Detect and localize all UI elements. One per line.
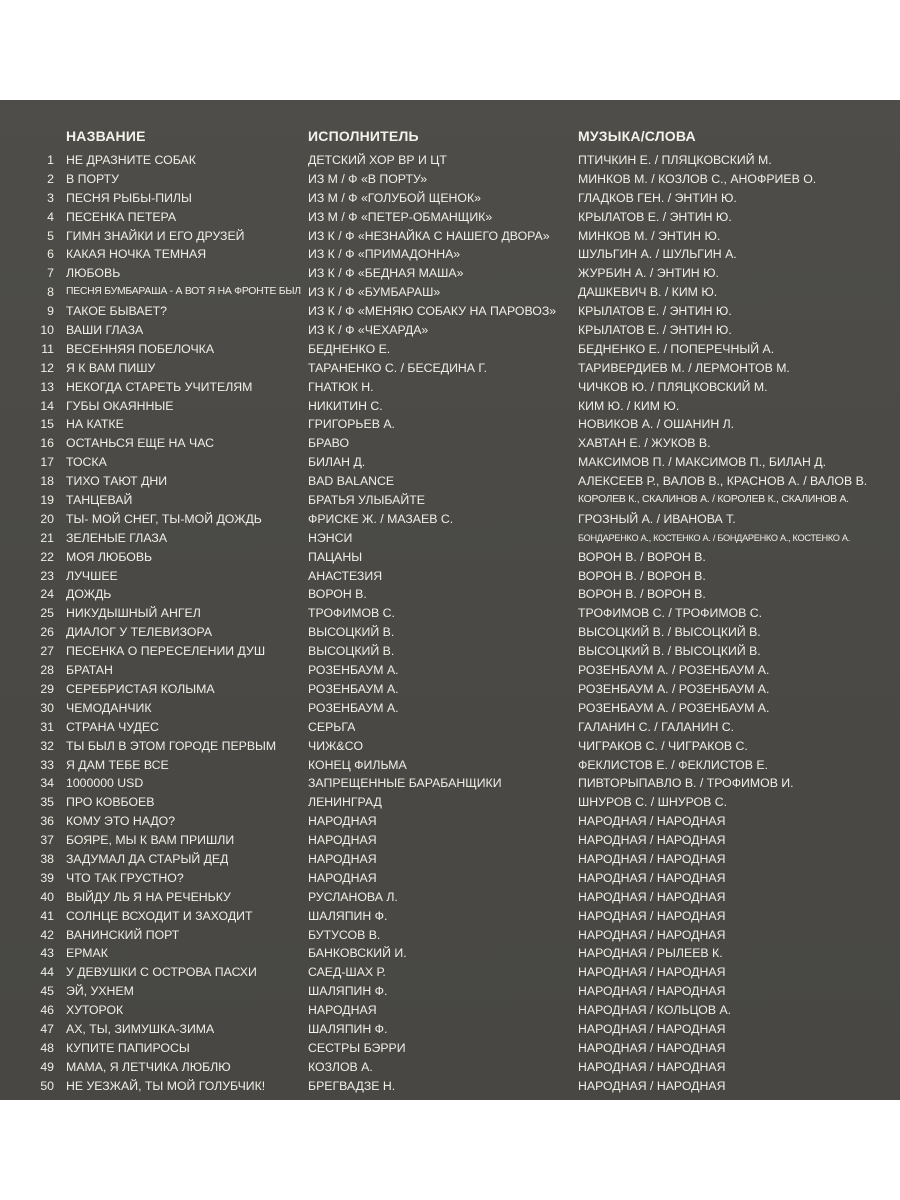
track-title: ЗАДУМАЛ ДА СТАРЫЙ ДЕД: [66, 851, 229, 866]
track-title: ТОСКА: [66, 455, 107, 470]
track-artist: ИЗ М / Ф «ПЕТЕР-ОБМАНЩИК»: [308, 209, 493, 224]
track-row: [0, 472, 900, 491]
track-row: [0, 869, 900, 888]
track-number: 30: [40, 700, 54, 715]
track-artist: БУТУСОВ В.: [308, 927, 381, 942]
track-artist: ФРИСКЕ Ж. / МАЗАЕВ С.: [308, 511, 454, 526]
track-music-lyrics: ХАВТАН Е. / ЖУКОВ В.: [578, 436, 711, 451]
track-artist: НАРОДНАЯ: [308, 1003, 377, 1018]
track-row: [0, 567, 900, 586]
track-artist: ГРИГОРЬЕВ А.: [308, 417, 395, 432]
track-number: 40: [40, 889, 54, 904]
track-row: [0, 1077, 900, 1096]
track-music-lyrics: ШУЛЬГИН А. / ШУЛЬГИН А.: [578, 247, 737, 262]
track-music-lyrics: ТРОФИМОВ С. / ТРОФИМОВ С.: [578, 606, 763, 621]
track-music-lyrics: ВОРОН В. / ВОРОН В.: [578, 587, 706, 602]
track-row: [0, 491, 900, 510]
track-title: ЗЕЛЕНЫЕ ГЛАЗА: [66, 530, 168, 545]
column-header-title: НАЗВАНИЕ: [66, 128, 146, 144]
track-number: 23: [40, 568, 54, 583]
track-artist: НАРОДНАЯ: [308, 870, 377, 885]
track-music-lyrics: КИМ Ю. / КИМ Ю.: [578, 398, 680, 413]
track-number: 3: [47, 190, 54, 205]
track-number: 15: [40, 417, 54, 432]
track-number: 8: [47, 285, 54, 300]
track-title: НЕ УЕЗЖАЙ, ТЫ МОЙ ГОЛУБЧИК!: [66, 1078, 266, 1093]
track-number: 24: [40, 587, 54, 602]
column-header-music: МУЗЫКА/СЛОВА: [578, 128, 696, 144]
track-number: 41: [40, 908, 54, 923]
track-number: 12: [40, 360, 54, 375]
track-row: [0, 1039, 900, 1058]
track-number: 10: [40, 323, 54, 338]
track-title: Я ДАМ ТЕБЕ ВСЕ: [66, 757, 169, 772]
track-music-lyrics: НАРОДНАЯ / НАРОДНАЯ: [578, 833, 726, 848]
track-title: БОЯРЕ, МЫ К ВАМ ПРИШЛИ: [66, 833, 235, 848]
track-row: [0, 963, 900, 982]
track-artist: РУСЛАНОВА Л.: [308, 889, 398, 904]
track-artist: ИЗ К / Ф «БУМБАРАШ»: [308, 285, 441, 300]
track-artist: РОЗЕНБАУМ А.: [308, 700, 399, 715]
track-title: ТАНЦЕВАЙ: [66, 493, 133, 508]
track-music-lyrics: БОНДАРЕНКО А., КОСТЕНКО А. / БОНДАРЕНКО А., КОСТЕНКО А.: [578, 532, 850, 543]
track-artist: НАРОДНАЯ: [308, 851, 377, 866]
track-row: [0, 944, 900, 963]
track-artist: ЗАПРЕЩЕННЫЕ БАРАБАНЩИКИ: [308, 776, 502, 791]
track-number: 49: [40, 1059, 54, 1074]
track-row: [0, 151, 900, 170]
track-row: [0, 510, 900, 529]
track-number: 2: [47, 171, 54, 186]
track-music-lyrics: НАРОДНАЯ / НАРОДНАЯ: [578, 1021, 726, 1036]
track-title: ЧЕМОДАНЧИК: [66, 700, 152, 715]
track-title: МОЯ ЛЮБОВЬ: [66, 549, 153, 564]
track-number: 44: [40, 965, 54, 980]
track-title: ТЫ- МОЙ СНЕГ, ТЫ-МОЙ ДОЖДЬ: [66, 511, 262, 526]
track-row: [0, 283, 900, 302]
track-title: ТАКОЕ БЫВАЕТ?: [66, 304, 168, 319]
track-number: 5: [47, 228, 54, 243]
track-artist: ВЫСОЦКИЙ В.: [308, 644, 395, 659]
track-number: 39: [40, 870, 54, 885]
track-music-lyrics: НАРОДНАЯ / НАРОДНАЯ: [578, 984, 726, 999]
track-row: [0, 850, 900, 869]
track-title: НЕ ДРАЗНИТЕ СОБАК: [66, 153, 196, 167]
track-title: СЕРЕБРИСТАЯ КОЛЫМА: [66, 681, 215, 696]
track-row: [0, 359, 900, 378]
track-title: ПРО КОВБОЕВ: [66, 795, 155, 810]
track-number: 1: [47, 153, 54, 167]
track-music-lyrics: ШНУРОВ С. / ШНУРОВ С.: [578, 795, 727, 810]
track-title: НИКУДЫШНЫЙ АНГЕЛ: [66, 606, 201, 621]
track-list: [0, 151, 900, 1096]
track-number: 32: [40, 738, 54, 753]
track-number: 18: [40, 474, 54, 489]
track-music-lyrics: КОРОЛЕВ К., СКАЛИНОВ А. / КОРОЛЕВ К., СКАЛИНОВ А.: [578, 494, 849, 506]
track-artist: ИЗ К / Ф «ПРИМАДОННА»: [308, 247, 461, 262]
track-title: ПЕСНЯ РЫБЫ-ПИЛЫ: [66, 190, 192, 205]
track-title: ПЕСНЯ БУМБАРАША - А ВОТ Я НА ФРОНТЕ БЫЛ: [66, 286, 301, 298]
track-title: ХУТОРОК: [66, 1003, 124, 1018]
track-artist: ШАЛЯПИН Ф.: [308, 1021, 388, 1036]
track-number: 20: [40, 511, 54, 526]
track-music-lyrics: КРЫЛАТОВ Е. / ЭНТИН Ю.: [578, 304, 732, 319]
track-title: ЛУЧШЕЕ: [66, 568, 118, 583]
track-title: ВАНИНСКИЙ ПОРТ: [66, 927, 180, 942]
track-artist: ЧИЖ&CO: [308, 738, 364, 753]
track-music-lyrics: НАРОДНАЯ / НАРОДНАЯ: [578, 927, 726, 942]
track-artist: ИЗ К / Ф «МЕНЯЮ СОБАКУ НА ПАРОВОЗ»: [308, 304, 557, 319]
track-row: [0, 1058, 900, 1077]
track-music-lyrics: ДАШКЕВИЧ В. / КИМ Ю.: [578, 285, 718, 300]
track-title: ТЫ БЫЛ В ЭТОМ ГОРОДЕ ПЕРВЫМ: [66, 738, 277, 753]
track-row: [0, 642, 900, 661]
track-music-lyrics: МАКСИМОВ П. / МАКСИМОВ П., БИЛАН Д.: [578, 455, 827, 470]
track-artist: ИЗ М / Ф «ГОЛУБОЙ ЩЕНОК»: [308, 190, 481, 205]
track-number: 11: [41, 341, 54, 356]
track-row: [0, 302, 900, 321]
track-music-lyrics: ЖУРБИН А. / ЭНТИН Ю.: [578, 266, 719, 281]
track-row: [0, 774, 900, 793]
track-row: [0, 548, 900, 567]
track-title: ЕРМАК: [66, 946, 108, 961]
track-number: 38: [40, 851, 54, 866]
track-music-lyrics: ЧИГРАКОВ С. / ЧИГРАКОВ С.: [578, 738, 748, 753]
track-title: НЕКОГДА СТАРЕТЬ УЧИТЕЛЯМ: [66, 379, 253, 394]
track-row: [0, 623, 900, 642]
track-number: 19: [40, 493, 54, 508]
track-artist: БИЛАН Д.: [308, 455, 366, 470]
track-artist: ИЗ К / Ф «НЕЗНАЙКА С НАШЕГО ДВОРА»: [308, 228, 550, 243]
track-music-lyrics: ВЫСОЦКИЙ В. / ВЫСОЦКИЙ В.: [578, 625, 761, 640]
track-artist: ВЫСОЦКИЙ В.: [308, 625, 395, 640]
column-header-artist: ИСПОЛНИТЕЛЬ: [308, 128, 419, 144]
column-header-row: [0, 128, 900, 148]
track-music-lyrics: ГЛАДКОВ ГЕН. / ЭНТИН Ю.: [578, 190, 737, 205]
track-row: [0, 529, 900, 548]
track-artist: ГНАТЮК Н.: [308, 379, 374, 394]
track-row: [0, 888, 900, 907]
track-title: ВЕСЕННЯЯ ПОБЕЛОЧКА: [66, 341, 215, 356]
track-number: 6: [47, 247, 54, 262]
track-row: [0, 926, 900, 945]
track-number: 22: [40, 549, 54, 564]
track-row: [0, 208, 900, 227]
track-artist: НЭНСИ: [308, 530, 353, 545]
track-title: НА КАТКЕ: [66, 417, 124, 432]
track-artist: БРАТЬЯ УЛЫБАЙТЕ: [308, 493, 425, 508]
track-music-lyrics: КРЫЛАТОВ Е. / ЭНТИН Ю.: [578, 209, 732, 224]
track-artist: БЕДНЕНКО Е.: [308, 341, 391, 356]
track-title: КАКАЯ НОЧКА ТЕМНАЯ: [66, 247, 207, 262]
track-artist: ИЗ К / Ф «БЕДНАЯ МАША»: [308, 266, 464, 281]
track-music-lyrics: ГАЛАНИН С. / ГАЛАНИН С.: [578, 719, 735, 734]
track-number: 47: [40, 1021, 54, 1036]
track-music-lyrics: КРЫЛАТОВ Е. / ЭНТИН Ю.: [578, 323, 732, 338]
track-number: 37: [40, 833, 54, 848]
track-title: ЛЮБОВЬ: [66, 266, 121, 281]
track-artist: НАРОДНАЯ: [308, 833, 377, 848]
track-artist: СЕСТРЫ БЭРРИ: [308, 1040, 406, 1055]
track-title: 1000000 USD: [66, 776, 144, 791]
track-artist: КОЗЛОВ А.: [308, 1059, 373, 1074]
track-title: ГУБЫ ОКАЯННЫЕ: [66, 398, 174, 413]
track-artist: ПАЦАНЫ: [308, 549, 363, 564]
track-title: БРАТАН: [66, 663, 113, 678]
track-artist: РОЗЕНБАУМ А.: [308, 681, 399, 696]
track-artist: ШАЛЯПИН Ф.: [308, 984, 388, 999]
track-number: 7: [47, 266, 54, 281]
track-artist: БРАВО: [308, 436, 350, 451]
track-row: [0, 321, 900, 340]
track-number: 25: [40, 606, 54, 621]
track-title: ЭЙ, УХНЕМ: [66, 984, 134, 999]
track-music-lyrics: НАРОДНАЯ / НАРОДНАЯ: [578, 908, 726, 923]
track-title: МАМА, Я ЛЕТЧИКА ЛЮБЛЮ: [66, 1059, 231, 1074]
track-row: [0, 170, 900, 189]
track-music-lyrics: РОЗЕНБАУМ А. / РОЗЕНБАУМ А.: [578, 681, 770, 696]
track-number: 21: [40, 530, 54, 545]
track-music-lyrics: НАРОДНАЯ / НАРОДНАЯ: [578, 851, 726, 866]
track-number: 50: [40, 1078, 54, 1093]
track-title: КУПИТЕ ПАПИРОСЫ: [66, 1040, 190, 1055]
track-number: 43: [40, 946, 54, 961]
track-artist: ДЕТСКИЙ ХОР ВР И ЦТ: [308, 153, 447, 167]
track-number: 29: [40, 681, 54, 696]
track-music-lyrics: НАРОДНАЯ / НАРОДНАЯ: [578, 965, 726, 980]
track-number: 14: [40, 398, 54, 413]
track-number: 34: [40, 776, 54, 791]
track-artist: САЕД-ШАХ Р.: [308, 965, 386, 980]
track-music-lyrics: ЧИЧКОВ Ю. / ПЛЯЦКОВСКИЙ М.: [578, 379, 768, 394]
track-music-lyrics: МИНКОВ М. / КОЗЛОВ С., АНОФРИЕВ О.: [578, 171, 817, 186]
track-row: [0, 189, 900, 208]
track-row: [0, 434, 900, 453]
track-music-lyrics: РОЗЕНБАУМ А. / РОЗЕНБАУМ А.: [578, 663, 770, 678]
track-row: [0, 340, 900, 359]
track-title: ДОЖДЬ: [66, 587, 112, 602]
track-row: [0, 604, 900, 623]
track-number: 28: [40, 663, 54, 678]
track-title: ВАШИ ГЛАЗА: [66, 323, 144, 338]
track-row: [0, 397, 900, 416]
track-row: [0, 737, 900, 756]
track-music-lyrics: АЛЕКСЕЕВ Р., ВАЛОВ В., КРАСНОВ А. / ВАЛОВ В.: [578, 474, 868, 489]
track-artist: НАРОДНАЯ: [308, 814, 377, 829]
track-title: СОЛНЦЕ ВСХОДИТ И ЗАХОДИТ: [66, 908, 253, 923]
track-row: [0, 585, 900, 604]
track-music-lyrics: ПТИЧКИН Е. / ПЛЯЦКОВСКИЙ М.: [578, 153, 772, 167]
tracklist-panel: [0, 100, 900, 1100]
track-music-lyrics: РОЗЕНБАУМ А. / РОЗЕНБАУМ А.: [578, 700, 770, 715]
track-row: [0, 245, 900, 264]
track-artist: СЕРЬГА: [308, 719, 356, 734]
track-music-lyrics: ТАРИВЕРДИЕВ М. / ЛЕРМОНТОВ М.: [578, 360, 790, 375]
track-row: [0, 756, 900, 775]
track-title: ВЫЙДУ ЛЬ Я НА РЕЧЕНЬКУ: [66, 889, 231, 904]
track-row: [0, 831, 900, 850]
track-artist: АНАСТЕЗИЯ: [308, 568, 383, 583]
track-title: АХ, ТЫ, ЗИМУШКА-ЗИМА: [66, 1021, 215, 1036]
track-music-lyrics: НАРОДНАЯ / НАРОДНАЯ: [578, 1059, 726, 1074]
track-row: [0, 718, 900, 737]
track-row: [0, 982, 900, 1001]
track-number: 36: [40, 814, 54, 829]
track-number: 13: [40, 379, 54, 394]
track-music-lyrics: НАРОДНАЯ / РЫЛЕЕВ К.: [578, 946, 723, 961]
track-music-lyrics: НАРОДНАЯ / НАРОДНАЯ: [578, 889, 726, 904]
track-music-lyrics: НАРОДНАЯ / КОЛЬЦОВ А.: [578, 1003, 732, 1018]
track-number: 27: [40, 644, 54, 659]
track-title: ГИМН ЗНАЙКИ И ЕГО ДРУЗЕЙ: [66, 228, 245, 243]
track-number: 26: [40, 625, 54, 640]
track-music-lyrics: ВОРОН В. / ВОРОН В.: [578, 549, 706, 564]
track-title: ОСТАНЬСЯ ЕЩЕ НА ЧАС: [66, 436, 215, 451]
track-title: КОМУ ЭТО НАДО?: [66, 814, 176, 829]
track-artist: ТРОФИМОВ С.: [308, 606, 395, 621]
track-title: ЧТО ТАК ГРУСТНО?: [66, 870, 184, 885]
track-row: [0, 415, 900, 434]
track-music-lyrics: МИНКОВ М. / ЭНТИН Ю.: [578, 228, 721, 243]
track-number: 9: [47, 304, 54, 319]
track-number: 31: [40, 719, 54, 734]
track-title: ПЕСЕНКА О ПЕРЕСЕЛЕНИИ ДУШ: [66, 644, 266, 659]
track-number: 42: [40, 927, 54, 942]
track-title: ПЕСЕНКА ПЕТЕРА: [66, 209, 177, 224]
track-artist: ШАЛЯПИН Ф.: [308, 908, 388, 923]
track-music-lyrics: БЕДНЕНКО Е. / ПОПЕРЕЧНЫЙ А.: [578, 341, 775, 356]
track-artist: ТАРАНЕНКО С. / БЕСЕДИНА Г.: [308, 360, 487, 375]
track-row: [0, 1020, 900, 1039]
track-row: [0, 1001, 900, 1020]
track-music-lyrics: ВОРОН В. / ВОРОН В.: [578, 568, 706, 583]
track-artist: ЛЕНИНГРАД: [308, 795, 382, 810]
track-music-lyrics: НАРОДНАЯ / НАРОДНАЯ: [578, 1078, 726, 1093]
track-artist: ИЗ К / Ф «ЧЕХАРДА»: [308, 323, 429, 338]
track-number: 4: [47, 209, 54, 224]
track-row: [0, 907, 900, 926]
track-artist: БАНКОВСКИЙ И.: [308, 946, 407, 961]
track-artist: БРЕГВАДЗЕ Н.: [308, 1078, 396, 1093]
track-row: [0, 793, 900, 812]
track-title: Я К ВАМ ПИШУ: [66, 360, 156, 375]
track-artist: ИЗ М / Ф «В ПОРТУ»: [308, 171, 428, 186]
track-artist: НИКИТИН С.: [308, 398, 383, 413]
track-music-lyrics: НАРОДНАЯ / НАРОДНАЯ: [578, 870, 726, 885]
track-row: [0, 378, 900, 397]
track-number: 33: [40, 757, 54, 772]
track-artist: РОЗЕНБАУМ А.: [308, 663, 399, 678]
track-number: 17: [40, 455, 54, 470]
track-title: У ДЕВУШКИ С ОСТРОВА ПАСХИ: [66, 965, 257, 980]
track-row: [0, 453, 900, 472]
track-music-lyrics: ПИВТОРЫПАВЛО В. / ТРОФИМОВ И.: [578, 776, 794, 791]
track-artist: BAD BALANCE: [308, 474, 395, 489]
track-artist: КОНЕЦ ФИЛЬМА: [308, 757, 407, 772]
track-music-lyrics: ГРОЗНЫЙ А. / ИВАНОВА Т.: [578, 511, 736, 526]
track-music-lyrics: НОВИКОВ А. / ОШАНИН Л.: [578, 417, 735, 432]
track-music-lyrics: НАРОДНАЯ / НАРОДНАЯ: [578, 814, 726, 829]
track-row: [0, 264, 900, 283]
track-title: ТИХО ТАЮТ ДНИ: [66, 474, 168, 489]
track-number: 35: [40, 795, 54, 810]
track-row: [0, 812, 900, 831]
track-number: 48: [40, 1040, 54, 1055]
track-row: [0, 661, 900, 680]
track-music-lyrics: ВЫСОЦКИЙ В. / ВЫСОЦКИЙ В.: [578, 644, 761, 659]
track-number: 46: [40, 1003, 54, 1018]
track-row: [0, 699, 900, 718]
track-row: [0, 227, 900, 246]
track-artist: ВОРОН В.: [308, 587, 367, 602]
track-number: 16: [40, 436, 54, 451]
track-title: ДИАЛОГ У ТЕЛЕВИЗОРА: [66, 625, 213, 640]
track-music-lyrics: НАРОДНАЯ / НАРОДНАЯ: [578, 1040, 726, 1055]
track-row: [0, 680, 900, 699]
track-title: СТРАНА ЧУДЕС: [66, 719, 159, 734]
track-music-lyrics: ФЕКЛИСТОВ Е. / ФЕКЛИСТОВ Е.: [578, 757, 768, 772]
track-title: В ПОРТУ: [66, 171, 119, 186]
track-number: 45: [40, 984, 54, 999]
